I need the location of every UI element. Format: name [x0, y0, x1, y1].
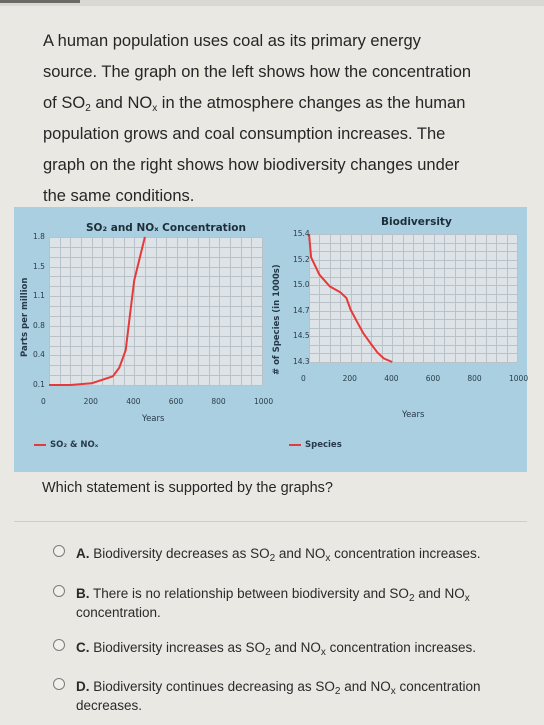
x-axis-label-years: Years — [142, 414, 165, 424]
x-tick-label: 200 — [83, 397, 98, 406]
choice-c-text — [76, 638, 516, 657]
y-tick-label: 14.7 — [293, 305, 310, 315]
x-tick-label: 600 — [425, 374, 441, 383]
subscript: x — [152, 103, 158, 114]
subscript: 2 — [408, 593, 415, 604]
choice-b-text — [76, 584, 516, 622]
x-tick-label: 400 — [126, 397, 141, 406]
x-tick-label: 0 — [41, 397, 46, 406]
y-axis-label-ppm: Parts per million — [20, 277, 30, 357]
text-run: Biodiversity increases as SO — [89, 640, 266, 655]
x-tick-label: 200 — [342, 374, 357, 383]
chart-title-biodiversity: Biodiversity — [381, 216, 452, 228]
radio-button-b[interactable] — [53, 585, 65, 597]
x-tick-label: 600 — [168, 397, 184, 406]
text-run: There is no relationship between biodiversity and SO — [89, 586, 409, 601]
x-axis-label-years-right: Years — [402, 410, 425, 420]
text-run: and NO — [340, 679, 391, 694]
y-tick-label: 14.3 — [293, 357, 310, 366]
x-tick-label: 0 — [301, 374, 306, 383]
x-tick-label: 1000 — [509, 374, 529, 383]
gridline-vertical — [517, 234, 518, 362]
subscript: x — [325, 553, 331, 564]
y-tick-label: 1.1 — [33, 291, 45, 301]
choice-letter: A. — [76, 546, 90, 561]
subscript: 2 — [334, 686, 341, 697]
text-run: the same conditions. — [43, 187, 195, 205]
y-axis-label-species: # of Species (in 1000s) — [272, 264, 282, 375]
text-run: concentration. — [76, 605, 161, 620]
passage-line — [43, 88, 513, 119]
x-tick-label: 400 — [384, 374, 399, 383]
legend-swatch — [34, 444, 46, 446]
question-prompt: Which statement is supported by the graphs? — [42, 480, 333, 496]
section-divider — [14, 521, 527, 522]
text-run: graph on the right shows how biodiversity changes under — [43, 156, 460, 174]
top-divider — [0, 0, 544, 6]
y-tick-label: 14.5 — [293, 331, 310, 341]
legend-biodiversity — [289, 440, 342, 450]
text-run: population grows and coal consumption increases. The — [43, 125, 446, 143]
text-run: and NO — [90, 94, 153, 112]
subscript: x — [320, 647, 326, 658]
y-tick-label: 1.5 — [33, 261, 45, 271]
y-tick-label: 0.8 — [33, 320, 45, 330]
choice-letter: B. — [76, 586, 90, 601]
text-run: and NO — [270, 640, 321, 655]
passage-line — [43, 57, 513, 88]
subscript: 2 — [85, 103, 91, 114]
radio-button-a[interactable] — [53, 545, 65, 557]
biodiversity-chart-svg — [309, 234, 517, 362]
x-tick-label: 1000 — [254, 397, 274, 406]
text-run: Biodiversity continues decreasing as SO — [89, 679, 335, 694]
text-run: of SO — [43, 94, 86, 112]
y-tick-label: 15.0 — [293, 280, 310, 290]
passage-line — [43, 150, 513, 181]
gridline-horizontal — [309, 362, 517, 363]
subscript: x — [390, 686, 396, 697]
passage-line — [43, 26, 513, 57]
text-run: Biodiversity decreases as SO — [89, 546, 270, 561]
text-run: concentration decreases. — [76, 679, 481, 713]
graphs-figure — [14, 207, 527, 472]
choice-letter: C. — [76, 640, 90, 655]
legend-swatch — [289, 444, 301, 446]
y-tick-label: 0.1 — [33, 380, 45, 389]
choice-d-text — [76, 677, 516, 715]
radio-button-c[interactable] — [53, 639, 65, 651]
choice-letter: D. — [76, 679, 90, 694]
text-run: in the atmosphere changes as the human — [157, 94, 466, 112]
radio-button-d[interactable] — [53, 678, 65, 690]
subscript: 2 — [265, 647, 271, 658]
choice-a-text — [76, 544, 516, 563]
legend-label: Species — [305, 440, 342, 450]
question-passage — [43, 26, 513, 212]
chart-title-concentration: SO₂ and NOₓ Concentration — [86, 222, 246, 234]
y-tick-label: 0.4 — [33, 350, 45, 360]
subscript: x — [464, 593, 470, 604]
x-tick-label: 800 — [467, 374, 482, 383]
concentration-line — [49, 237, 145, 385]
y-tick-label: 1.8 — [33, 232, 45, 241]
subscript: 2 — [269, 553, 276, 564]
text-run: and NO — [275, 546, 326, 561]
passage-line — [43, 119, 513, 150]
text-run: and NO — [414, 586, 465, 601]
text-run: concentration increases. — [325, 640, 477, 655]
concentration-chart-svg — [49, 237, 262, 385]
text-run: concentration increases. — [330, 546, 481, 561]
text-run: source. The graph on the left shows how the concentration — [43, 63, 472, 81]
gridline-vertical — [262, 237, 263, 385]
y-tick-label: 15.2 — [293, 254, 310, 264]
x-tick-label: 800 — [211, 397, 226, 406]
species-line — [309, 234, 392, 362]
legend-concentration — [34, 440, 98, 450]
text-run: A human population uses coal as its primary energy — [43, 32, 421, 50]
legend-label: SO₂ & NOₓ — [50, 440, 99, 450]
y-tick-label: 15.4 — [293, 229, 310, 238]
